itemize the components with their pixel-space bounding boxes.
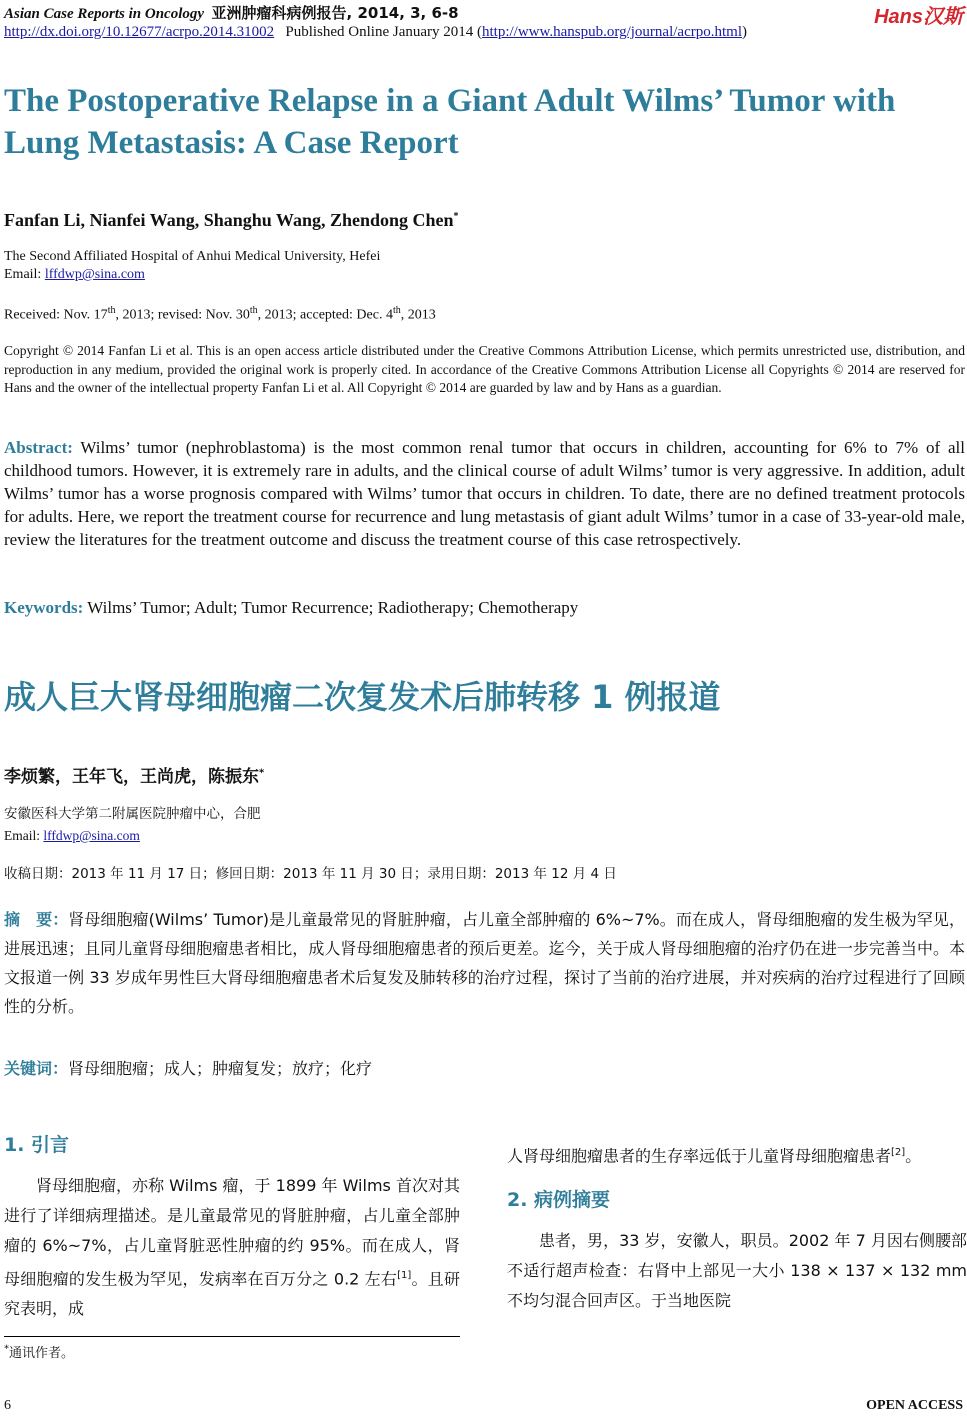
section-1-continuation	[507, 1138, 967, 1171]
section-2-heading: 2. 病例摘要	[507, 1189, 611, 1212]
email-en-line	[4, 266, 380, 284]
citation-2[interactable]: [2]	[891, 1147, 906, 1158]
email-link-zh[interactable]: lffdwp@sina.com	[43, 828, 140, 843]
footnote-mark: *	[4, 1343, 9, 1355]
keywords-text-en: Wilms’ Tumor; Adult; Tumor Recurrence; Radiotherapy; Chemotherapy	[83, 598, 579, 617]
continuation-text: 人肾母细胞瘤患者的生存率远低于儿童肾母细胞瘤患者	[507, 1146, 892, 1166]
section-1-text: 肾母细胞瘤，亦称 Wilms 瘤，于 1899 年 Wilms 首次对其进行了详细病理描述。是儿童最常见的肾脏肿瘤，占儿童全部肿瘤的 6%~7%，占儿童肾脏恶性肿瘤的约 95%。而在成人，肾母细胞瘤的发生极为罕见，发病率在百万分之 0.2 左右	[4, 1176, 460, 1289]
email-label: Email:	[4, 267, 45, 282]
received-dates-en	[4, 302, 436, 325]
journal-url-link[interactable]: http://www.hanspub.org/journal/acrpo.html	[482, 24, 742, 40]
affiliation-zh: 安徽医科大学第二附属医院肿瘤中心，合肥	[4, 806, 261, 822]
journal-name-en: Asian Case Reports in Oncology	[4, 6, 205, 22]
accepted-date: , 2013; accepted: Dec. 4	[257, 307, 393, 323]
journal-header	[4, 2, 459, 23]
section-1-paragraph	[4, 1171, 460, 1324]
authors-zh	[4, 762, 264, 787]
section-1-text-end: 。且研究表明，成	[4, 1269, 460, 1319]
published-text: Published Online January 2014 (	[285, 24, 483, 40]
received-date: Received: Nov. 17	[4, 307, 108, 323]
section-2-paragraph: 患者，男，33 岁，安徽人，职员。2002 年 7 月因右侧腰部不适行超声检查：右肾中上部见一大小 138 × 137 × 132 mm 不均匀混合回声区。于当地医院	[507, 1231, 967, 1311]
abstract-en	[4, 436, 965, 551]
citation-1[interactable]: [1]	[397, 1270, 412, 1281]
journal-name-zh: 亚洲肿瘤科病例报告, 2014, 3, 6-8	[211, 4, 459, 22]
keywords-zh	[4, 1056, 372, 1079]
abstract-text-zh: 肾母细胞瘤(Wilms’ Tumor)是儿童最常见的肾脏肿瘤，占儿童全部肿瘤的 6%~7%。而在成人，肾母细胞瘤的发生极为罕见，进展迅速；且同儿童肾母细胞瘤患者相比，成人肾母细胞瘤患者的预后更差。迄今，关于成人肾母细胞瘤的治疗仍在进一步完善当中。本文报道一例 33 岁成年男性巨大肾母细胞瘤患者术后复发及肺转移的治疗过程，探讨了当前的治疗进展，并对疾病的治疗过程进行了回顾性的分析。	[4, 910, 965, 1016]
revised-date: , 2013; revised: Nov. 30	[115, 307, 250, 323]
affiliation-en-block	[4, 248, 380, 284]
received-dates-zh: 收稿日期：2013 年 11 月 17 日；修回日期：2013 年 11 月 30 日；录用日期：2013 年 12 月 4 日	[4, 866, 617, 882]
accepted-sup: th	[392, 305, 401, 316]
footnote-divider	[4, 1336, 460, 1337]
abstract-label-zh: 摘 要：	[4, 910, 69, 929]
affiliation-en: The Second Affiliated Hospital of Anhui Medical University, Hefei	[4, 249, 381, 264]
dates-end: , 2013	[400, 307, 436, 323]
left-column	[4, 1130, 460, 1324]
email-zh-line	[4, 826, 261, 846]
authors-zh-text: 李烦繁，王年飞，王尚虎，陈振东	[4, 767, 259, 787]
doi-link[interactable]: http://dx.doi.org/10.12677/acrpo.2014.31002	[4, 24, 275, 40]
email-label-zh: Email:	[4, 828, 44, 843]
page-number: 6	[4, 1398, 11, 1413]
keywords-label-zh: 关键词：	[4, 1059, 69, 1078]
revised-sup: th	[249, 305, 258, 316]
hans-logo: Hans汉斯	[874, 6, 963, 28]
abstract-zh	[4, 905, 965, 1021]
header-links	[4, 24, 747, 41]
abstract-label-en: Abstract:	[4, 438, 73, 457]
email-link-en[interactable]: lffdwp@sina.com	[44, 267, 145, 282]
section-1-heading: 1. 引言	[4, 1134, 70, 1156]
footnote	[4, 1342, 74, 1361]
open-access-label: OPEN ACCESS	[866, 1398, 963, 1413]
keywords-text-zh: 肾母细胞瘤；成人；肿瘤复发；放疗；化疗	[68, 1059, 373, 1078]
article-title-zh: 成人巨大肾母细胞瘤二次复发术后肺转移 1 例报道	[4, 678, 721, 716]
authors-en-text: Fanfan Li, Nianfei Wang, Shanghu Wang, Zhendong Chen	[4, 210, 454, 230]
right-column	[507, 1138, 967, 1316]
received-sup: th	[107, 305, 116, 316]
corresponding-mark-zh: *	[259, 767, 265, 779]
authors-en	[4, 210, 459, 231]
published-close: )	[741, 24, 747, 40]
footnote-text: 通讯作者。	[9, 1346, 75, 1361]
copyright-notice: Copyright © 2014 Fanfan Li et al. This is an open access article distributed under the Creative Commons Attribution License, which permits unrestricted use, distribution, and reproduction in any medium, provided the original work is properly cited. In accordance of the Creative Commons Attribution License all Copyrights © 2014 are reserved for Hans and the owner of the intellectual property Fanfan Li et al. All Copyright © 2014 are guarded by law and by Hans as a guardian.	[4, 343, 965, 395]
abstract-text-en: Wilms’ tumor (nephroblastoma) is the most common renal tumor that occurs in children, accounting for 6% to 7% of all childhood tumors. However, it is extremely rare in adults, and the clinical course of adult Wilms’ tumor is very aggressive. In addition, adult Wilms’ tumor has a worse prognosis compared with Wilms’ tumor that occurs in children. To date, there are no defined treatment protocols for adults. Here, we report the treatment course for recurrence and lung metastasis of giant adult Wilms’ tumor in a case of 33-year-old male, review the literatures for the treatment outcome and discuss the treatment course of this case retrospectively.	[4, 438, 965, 549]
corresponding-mark: *	[453, 211, 459, 222]
affiliation-zh-block	[4, 804, 261, 846]
continuation-end: 。	[905, 1146, 922, 1166]
keywords-label-en: Keywords:	[4, 598, 84, 617]
keywords-en	[4, 598, 578, 618]
article-title-en: The Postoperative Relapse in a Giant Adult Wilms’ Tumor with Lung Metastasis: A Case Report	[4, 83, 896, 161]
